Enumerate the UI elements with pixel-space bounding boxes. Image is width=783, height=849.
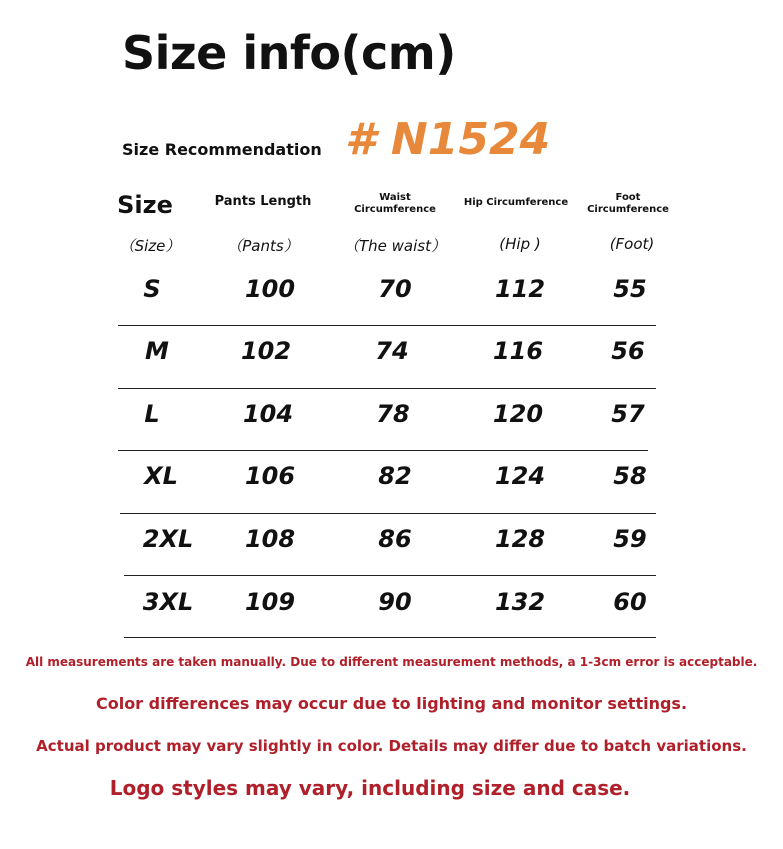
header-hip: Hip Circumference <box>463 197 569 208</box>
subheader-waist: （The waist） <box>344 237 446 255</box>
row-divider <box>118 325 656 326</box>
row-divider <box>124 575 656 576</box>
cell-pants-length: 109 <box>244 588 296 616</box>
header-pants-length: Pants Length <box>214 194 312 209</box>
cell-pants-length: 106 <box>244 462 296 490</box>
cell-hip: 128 <box>494 525 546 553</box>
cell-waist: 78 <box>376 400 410 428</box>
cell-waist: 82 <box>378 462 412 490</box>
cell-size: 3XL <box>142 588 194 616</box>
cell-hip: 116 <box>492 337 544 365</box>
cell-foot: 59 <box>613 525 647 553</box>
header-waist: Waist Circumference <box>354 192 436 215</box>
cell-pants-length: 108 <box>244 525 296 553</box>
note-measurement: All measurements are taken manually. Due to different measurement methods, a 1-3cm error is acceptable. <box>25 655 758 669</box>
subheader-pants: （Pants） <box>227 237 299 255</box>
row-divider <box>118 450 648 451</box>
cell-size: S <box>143 275 161 303</box>
cell-hip: 120 <box>492 400 544 428</box>
cell-pants-length: 100 <box>244 275 296 303</box>
row-divider <box>124 637 656 638</box>
cell-foot: 57 <box>611 400 645 428</box>
header-foot: Foot Circumference <box>587 192 669 215</box>
cell-size: 2XL <box>142 525 194 553</box>
note-logo: Logo styles may vary, including size and case. <box>109 776 631 800</box>
subheader-hip: (Hip ) <box>499 235 541 253</box>
cell-waist: 90 <box>378 588 412 616</box>
subheader-size: （Size） <box>119 237 181 255</box>
page-title: Size info(cm) <box>122 26 456 80</box>
cell-size: XL <box>144 462 178 490</box>
recommendation-label: Size Recommendation <box>122 140 322 159</box>
cell-waist: 74 <box>375 337 409 365</box>
cell-foot: 55 <box>613 275 647 303</box>
note-color: Color differences may occur due to lighting and monitor settings. <box>95 694 688 713</box>
cell-hip: 112 <box>494 275 546 303</box>
cell-pants-length: 102 <box>240 337 292 365</box>
cell-hip: 124 <box>494 462 546 490</box>
header-size: Size <box>117 191 173 219</box>
row-divider <box>118 388 656 389</box>
cell-size: M <box>145 337 169 365</box>
cell-waist: 70 <box>378 275 412 303</box>
cell-foot: 60 <box>613 588 647 616</box>
subheader-foot: (Foot) <box>609 235 655 253</box>
cell-waist: 86 <box>378 525 412 553</box>
cell-pants-length: 104 <box>242 400 294 428</box>
row-divider <box>120 513 656 514</box>
cell-size: L <box>144 400 160 428</box>
cell-foot: 58 <box>613 462 647 490</box>
note-product: Actual product may vary slightly in color. Details may differ due to batch variations. <box>36 737 747 755</box>
cell-hip: 132 <box>494 588 546 616</box>
cell-foot: 56 <box>611 337 645 365</box>
product-code: # N1524 <box>345 114 551 165</box>
